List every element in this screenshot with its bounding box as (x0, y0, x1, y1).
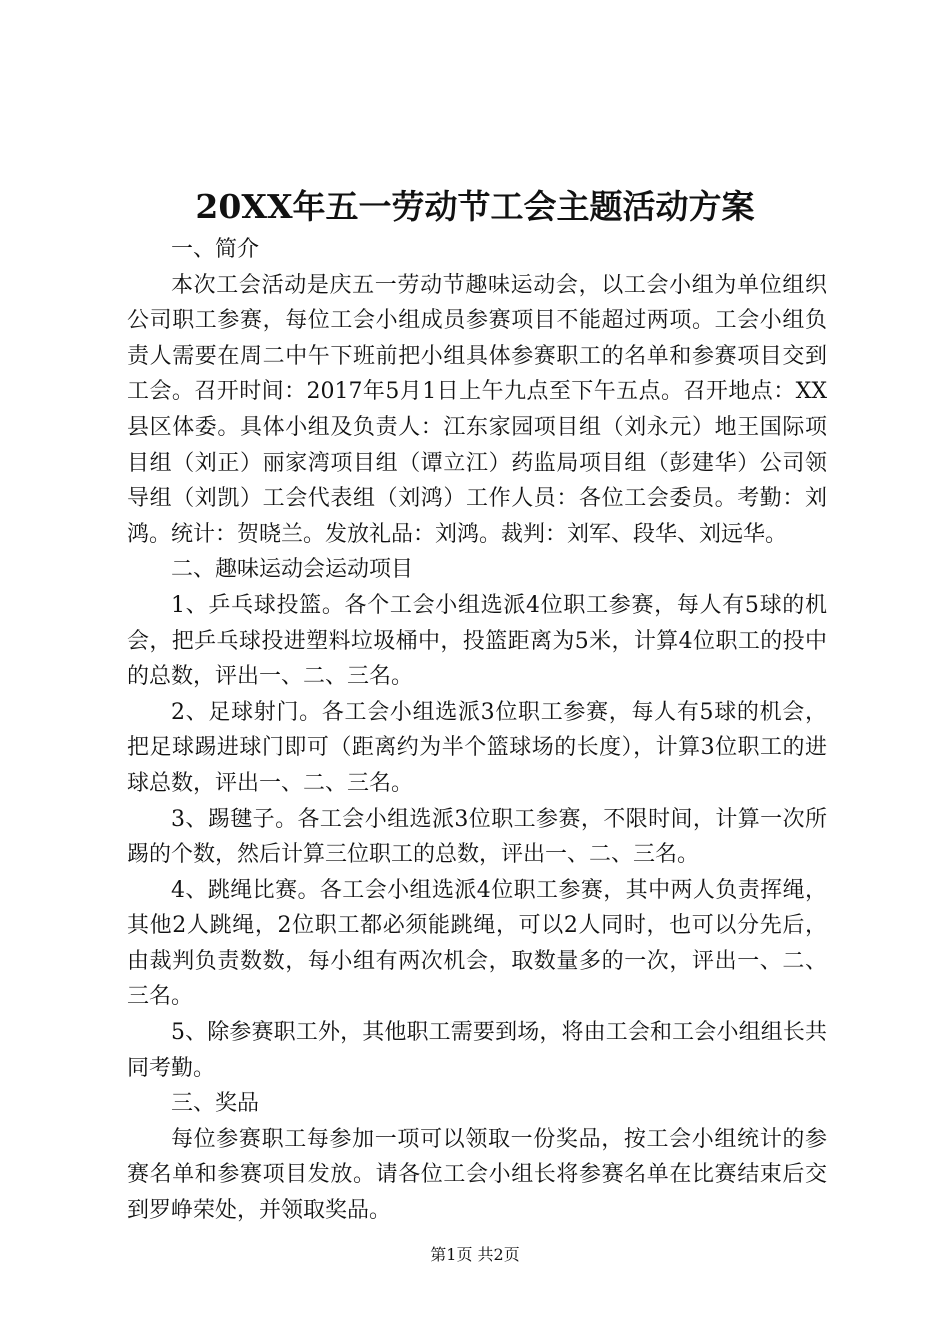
event-item-1: 1、乒乓球投篮。各个工会小组选派4位职工参赛，每人有5球的机会，把乒乓球投进塑料垃圾桶中，投篮距离为5米，计算4位职工的投中的总数，评出一、二、三名。 (127, 592, 827, 690)
event-item-2: 2、足球射门。各工会小组选派3位职工参赛，每人有5球的机会，把足球踢进球门即可（距离约为半个篮球场的长度），计算3位职工的进球总数，评出一、二、三名。 (127, 699, 827, 796)
prizes-paragraph: 每位参赛职工每参加一项可以领取一份奖品，按工会小组统计的参赛名单和参赛项目发放。请各位工会小组长将参赛名单在比赛结束后交到罗峥荣处，并领取奖品。 (127, 1126, 827, 1224)
document-body (127, 232, 827, 1229)
page-number-footer: 第1页 共2页 (430, 1245, 520, 1264)
event-item-4: 4、跳绳比赛。各工会小组选派4位职工参赛，其中两人负责挥绳，其他2人跳绳，2位职工都必须能跳绳，可以2人同时，也可以分先后，由裁判负责数数，每小组有两次机会，取数量多的一次，评出一、二、三名。 (127, 877, 827, 1010)
section-heading-events: 二、趣味运动会运动项目 (171, 557, 414, 583)
event-item-3: 3、踢毽子。各工会小组选派3位职工参赛，不限时间，计算一次所踢的个数，然后计算三位职工的总数，评出一、二、三名。 (127, 806, 827, 868)
intro-paragraph: 本次工会活动是庆五一劳动节趣味运动会，以工会小组为单位组织公司职工参赛，每位工会小组成员参赛项目不能超过两项。工会小组负责人需要在周二中午下班前把小组具体参赛职工的名单和参赛项目交到工会。召开时间：2017年5月1日上午九点至下午五点。召开地点：XX县区体委。具体小组及负责人：江东家园项目组（刘永元）地王国际项目组（刘正）丽家湾项目组（谭立江）药监局项目组（彭建华）公司领导组（刘凯）工会代表组（刘鸿）工作人员：各位工会委员。考勤：刘鸿。统计：贺晓兰。发放礼品：刘鸿。裁判：刘军、段华、刘远华。 (127, 272, 827, 547)
event-item-5: 5、除参赛职工外，其他职工需要到场，将由工会和工会小组组长共同考勤。 (127, 1020, 827, 1081)
document-title: 20XX年五一劳动节工会主题活动方案 (195, 187, 755, 226)
section-heading-prizes: 三、奖品 (171, 1091, 260, 1117)
section-heading-intro: 一、简介 (171, 237, 260, 262)
